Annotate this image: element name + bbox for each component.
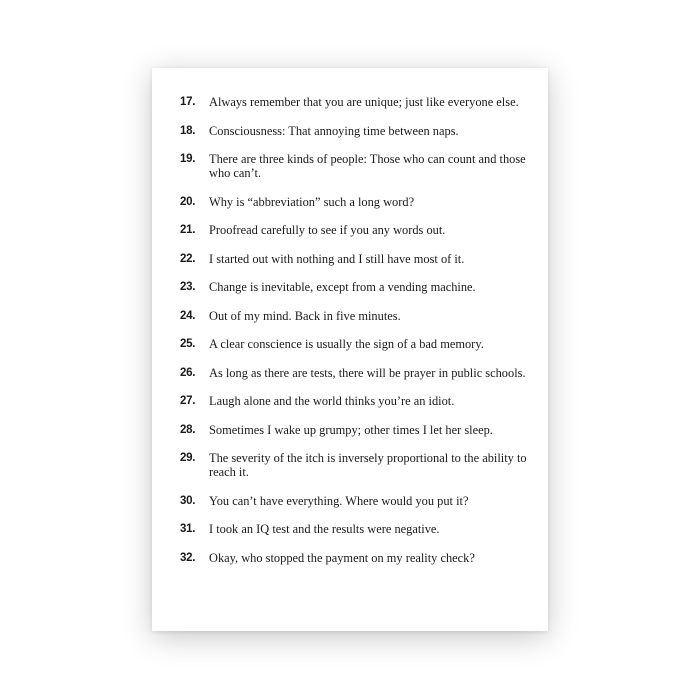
item-text: Sometimes I wake up grumpy; other times I let her sleep.: [209, 422, 493, 437]
list-item: [180, 223, 544, 237]
list-item: [180, 309, 544, 323]
item-text: Out of my mind. Back in five minutes.: [209, 308, 401, 323]
item-text: There are three kinds of people: Those who can count and those who can’t.: [209, 152, 526, 180]
item-text: A clear conscience is usually the sign of a bad memory.: [209, 337, 484, 351]
list-item: [180, 124, 544, 138]
item-text: Always remember that you are unique; just like everyone else.: [209, 95, 519, 109]
list-item: [180, 394, 544, 408]
list-item: [180, 252, 544, 266]
item-number: 23.: [180, 281, 196, 293]
document-page: [152, 68, 548, 631]
item-text: Change is inevitable, except from a vending machine.: [209, 280, 476, 294]
item-number: 32.: [180, 551, 196, 564]
item-text: Consciousness: That annoying time between naps.: [209, 123, 459, 138]
item-number: 31.: [180, 523, 196, 535]
numbered-list: [180, 95, 544, 579]
item-number: 26.: [180, 366, 196, 379]
item-text: Proofread carefully to see if you any words out.: [209, 223, 446, 237]
list-item: [180, 280, 544, 294]
item-number: 17.: [180, 96, 196, 108]
item-text: Okay, who stopped the payment on my reality check?: [209, 550, 475, 565]
list-item: [180, 95, 544, 109]
item-number: 28.: [180, 423, 196, 436]
item-text: Laugh alone and the world thinks you’re an idiot.: [209, 394, 455, 408]
item-number: 21.: [180, 224, 196, 236]
item-text: As long as there are tests, there will be prayer in public schools.: [209, 365, 526, 380]
item-number: 18.: [180, 124, 196, 137]
list-item: [180, 152, 544, 180]
item-number: 24.: [180, 309, 196, 322]
list-item: [180, 551, 544, 565]
list-item: [180, 494, 544, 508]
item-number: 30.: [180, 494, 196, 507]
item-text: I took an IQ test and the results were negative.: [209, 522, 440, 536]
list-item: [180, 423, 544, 437]
item-number: 20.: [180, 195, 196, 208]
list-item: [180, 337, 544, 351]
item-number: 27.: [180, 395, 196, 407]
item-text: I started out with nothing and I still have most of it.: [209, 251, 465, 266]
list-item: [180, 451, 544, 479]
item-number: 25.: [180, 338, 196, 350]
list-item: [180, 366, 544, 380]
item-number: 19.: [180, 153, 196, 165]
item-number: 22.: [180, 252, 196, 265]
list-item: [180, 195, 544, 209]
item-text: The severity of the itch is inversely proportional to the ability to reach it.: [209, 451, 527, 479]
item-text: You can’t have everything. Where would you put it?: [209, 493, 469, 508]
list-item: [180, 522, 544, 536]
item-number: 29.: [180, 452, 196, 464]
item-text: Why is “abbreviation” such a long word?: [209, 194, 415, 209]
